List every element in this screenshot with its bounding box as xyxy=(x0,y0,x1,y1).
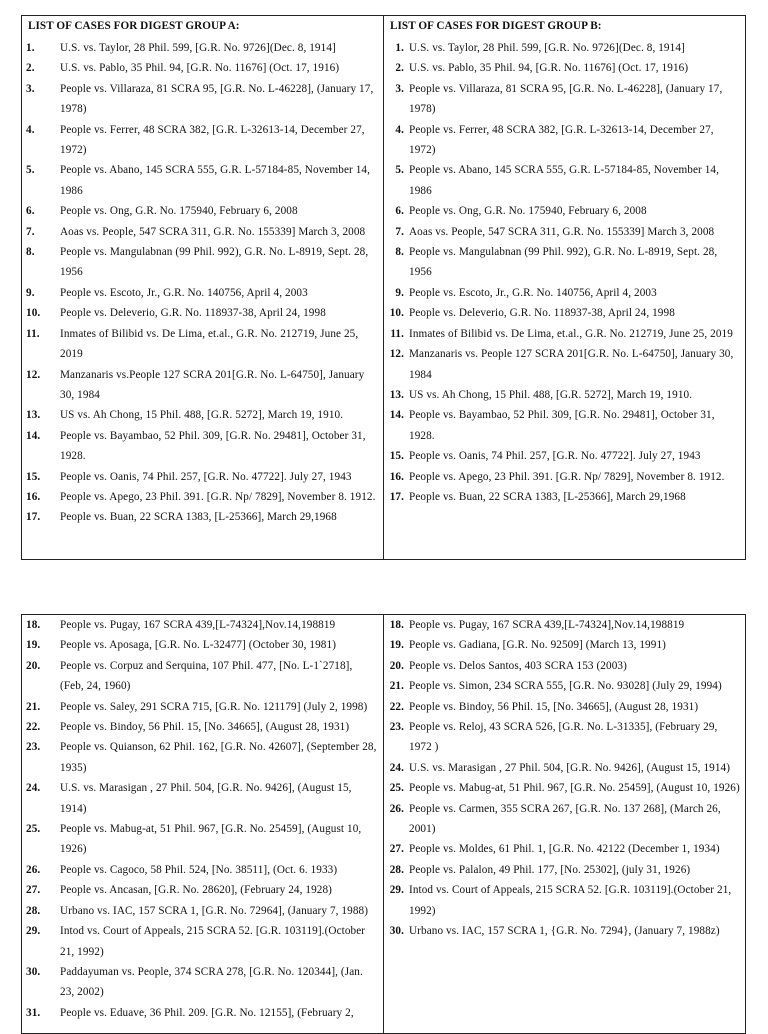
case-number: 29. xyxy=(389,884,404,897)
case-item xyxy=(26,778,379,819)
case-citation: People vs. Apego, 23 Phil. 391. [G.R. Np/ 7829], November 8. 1912. xyxy=(409,470,725,483)
case-citation: People vs. Villaraza, 81 SCRA 95, [G.R. No. L-46228], (January 17, 1978) xyxy=(409,82,723,116)
case-number: 3. xyxy=(26,82,35,95)
case-number: 17. xyxy=(26,511,41,524)
case-item xyxy=(388,303,741,323)
case-number: 21. xyxy=(26,700,41,713)
case-number: 7. xyxy=(26,225,35,238)
case-citation: Intod vs. Court of Appeals, 215 SCRA 52. [G.R. 103119].(October 21, 1992) xyxy=(409,884,732,917)
case-item xyxy=(26,405,379,425)
case-citation: People vs. Pugay, 167 SCRA 439,[L-74324],Nov.14,198819 xyxy=(60,619,336,631)
case-citation: People vs. Escoto, Jr., G.R. No. 140756, April 4, 2003 xyxy=(409,286,657,299)
case-number: 5. xyxy=(395,164,404,177)
case-number: 22. xyxy=(389,700,404,713)
case-number: 9. xyxy=(395,286,404,299)
case-citation: U.S. vs. Marasigan , 27 Phil. 504, [G.R. No. 9426], (August 15, 1914) xyxy=(60,782,352,815)
case-citation: People vs. Bayambao, 52 Phil. 309, [G.R. No. 29481], October 31, 1928. xyxy=(60,429,366,463)
case-citation: Paddayuman vs. People, 374 SCRA 278, [G.R. No. 120344], (Jan. 23, 2002) xyxy=(60,965,363,999)
case-number: 25. xyxy=(389,782,404,795)
case-citation: People vs. Aposaga, [G.R. No. L-32477] (October 30, 1981) xyxy=(60,639,337,652)
case-citation: U.S. vs. Pablo, 35 Phil. 94, [G.R. No. 11676] (Oct. 17, 1916) xyxy=(60,62,340,75)
case-number: 11. xyxy=(26,327,40,340)
case-citation: Inmates of Bilibid vs. De Lima, et.al., G.R. No. 212719, June 25, 2019 xyxy=(409,327,733,340)
case-citation: People vs. Pugay, 167 SCRA 439,[L-74324],Nov.14,198819 xyxy=(409,619,685,631)
case-item xyxy=(388,799,741,840)
case-number: 4. xyxy=(395,123,404,136)
case-number: 10. xyxy=(389,307,404,320)
case-citation: People vs. Eduave, 36 Phil. 209. [G.R. No. 12155], (February 2, xyxy=(60,1006,354,1019)
case-item xyxy=(26,222,379,242)
case-number: 12. xyxy=(26,368,41,381)
case-citation: People vs. Cagoco, 58 Phil. 524, [No. 38511], (Oct. 6. 1933) xyxy=(60,863,338,876)
case-item xyxy=(26,365,379,406)
case-citation: US vs. Ah Chong, 15 Phil. 488, [G.R. 5272], March 19, 1910. xyxy=(409,388,693,401)
case-number: 15. xyxy=(389,450,404,463)
group-b-header: LIST OF CASES FOR DIGEST GROUP B: xyxy=(390,20,602,32)
case-item xyxy=(388,758,741,778)
case-item xyxy=(26,242,379,283)
case-number: 26. xyxy=(389,802,404,815)
case-citation: Urbano vs. IAC, 157 SCRA 1, [G.R. No. 72964], (January 7, 1988) xyxy=(60,904,369,917)
case-item xyxy=(388,778,741,798)
case-number: 22. xyxy=(26,721,41,734)
case-number: 20. xyxy=(26,659,41,672)
case-citation: People vs. Buan, 22 SCRA 1383, [L-25366], March 29,1968 xyxy=(409,490,686,503)
case-item xyxy=(388,839,741,859)
case-citation: People vs. Reloj, 43 SCRA 526, [G.R. No. L-31335], (February 29, 1972 ) xyxy=(409,721,718,754)
case-citation: People vs. Oanis, 74 Phil. 257, [G.R. No. 47722]. July 27, 1943 xyxy=(60,470,352,483)
case-item xyxy=(26,737,379,778)
case-number: 11. xyxy=(390,327,404,340)
case-citation: People vs. Mabug-at, 51 Phil. 967, [G.R. No. 25459], (August 10, 1926) xyxy=(409,782,740,795)
case-number: 9. xyxy=(26,286,35,299)
case-item xyxy=(26,615,379,635)
case-number: 24. xyxy=(389,761,404,774)
case-number: 18. xyxy=(26,619,41,631)
case-item xyxy=(388,717,741,758)
case-number: 3. xyxy=(395,82,404,95)
case-number: 21. xyxy=(389,680,404,693)
case-citation: People vs. Buan, 22 SCRA 1383, [L-25366], March 29,1968 xyxy=(60,511,337,524)
case-citation: People vs. Bindoy, 56 Phil. 15, [No. 34665], (August 28, 1931) xyxy=(409,700,699,713)
case-number: 12. xyxy=(389,348,404,361)
case-number: 23. xyxy=(26,741,41,754)
case-number: 2. xyxy=(395,62,404,75)
case-item xyxy=(388,921,741,941)
case-citation: U.S. vs. Marasigan , 27 Phil. 504, [G.R. No. 9426], (August 15, 1914) xyxy=(409,761,731,774)
case-item xyxy=(388,487,741,507)
group-a-header: LIST OF CASES FOR DIGEST GROUP A: xyxy=(28,20,240,32)
case-citation: Inmates of Bilibid vs. De Lima, et.al., G.R. No. 212719, June 25, 2019 xyxy=(60,327,359,361)
case-item xyxy=(388,324,741,344)
case-item xyxy=(26,487,379,507)
case-citation: Manzanaris vs. People 127 SCRA 201[G.R. No. L-64750], January 30, 1984 xyxy=(409,348,734,381)
case-item xyxy=(388,860,741,880)
case-item xyxy=(388,283,741,303)
case-number: 20. xyxy=(389,659,404,672)
case-item xyxy=(388,344,741,385)
case-number: 27. xyxy=(26,884,41,897)
group-b-list xyxy=(388,38,741,507)
case-number: 4. xyxy=(26,123,35,136)
case-citation: US vs. Ah Chong, 15 Phil. 488, [G.R. 5272], March 19, 1910. xyxy=(60,409,344,422)
case-item xyxy=(388,120,741,161)
case-item xyxy=(26,324,379,365)
case-number: 16. xyxy=(26,490,41,503)
case-item xyxy=(26,880,379,900)
case-citation: People vs. Bayambao, 52 Phil. 309, [G.R. No. 29481], October 31, 1928. xyxy=(409,409,715,442)
case-citation: Aoas vs. People, 547 SCRA 311, G.R. No. 155339] March 3, 2008 xyxy=(409,225,715,238)
case-number: 7. xyxy=(395,225,404,238)
case-item xyxy=(388,676,741,696)
case-number: 13. xyxy=(389,388,404,401)
case-item xyxy=(388,697,741,717)
case-number: 13. xyxy=(26,409,41,422)
case-item xyxy=(388,38,741,58)
case-citation: People vs. Escoto, Jr., G.R. No. 140756, April 4, 2003 xyxy=(60,286,308,299)
case-item xyxy=(388,880,741,921)
case-citation: Manzanaris vs.People 127 SCRA 201[G.R. No. L-64750], January 30, 1984 xyxy=(60,368,365,401)
case-number: 23. xyxy=(389,721,404,734)
case-item xyxy=(26,283,379,303)
case-item xyxy=(388,58,741,78)
case-item xyxy=(388,201,741,221)
case-item xyxy=(26,303,379,323)
case-number: 19. xyxy=(26,639,41,652)
case-number: 19. xyxy=(389,639,404,652)
case-citation: People vs. Simon, 234 SCRA 555, [G.R. No. 93028] (July 29, 1994) xyxy=(409,680,722,693)
case-number: 18. xyxy=(389,619,404,631)
case-item xyxy=(26,79,379,120)
case-citation: People vs. Deleverio, G.R. No. 118937-38, April 24, 1998 xyxy=(409,307,675,320)
case-item xyxy=(26,656,379,697)
case-citation: Urbano vs. IAC, 157 SCRA 1, {G.R. No. 7294}, (January 7, 1988z) xyxy=(409,925,720,938)
case-item xyxy=(388,635,741,655)
case-item xyxy=(26,120,379,161)
case-item xyxy=(388,160,741,201)
case-item xyxy=(26,426,379,467)
case-number: 29. xyxy=(26,925,41,938)
case-item xyxy=(388,467,741,487)
case-item xyxy=(26,697,379,717)
case-number: 16. xyxy=(389,470,404,483)
case-citation: People vs. Palalon, 49 Phil. 177, [No. 25302], (july 31, 1926) xyxy=(409,863,691,876)
case-citation: Aoas vs. People, 547 SCRA 311, G.R. No. 155339] March 3, 2008 xyxy=(60,225,366,238)
case-number: 6. xyxy=(395,205,404,218)
case-citation: People vs. Delos Santos, 403 SCRA 153 (2003) xyxy=(409,659,627,672)
case-citation: People vs. Deleverio, G.R. No. 118937-38, April 24, 1998 xyxy=(60,307,326,320)
case-item xyxy=(26,507,379,527)
group-b-list-continued xyxy=(388,615,741,942)
case-citation: U.S. vs. Pablo, 35 Phil. 94, [G.R. No. 11676] (Oct. 17, 1916) xyxy=(409,62,689,75)
case-citation: People vs. Ferrer, 48 SCRA 382, [G.R. L-32613-14, December 27, 1972) xyxy=(60,123,365,157)
case-number: 8. xyxy=(395,246,404,259)
case-item xyxy=(26,160,379,201)
case-citation: People vs. Moldes, 61 Phil. 1, [G.R. No. 42122 (December 1, 1934) xyxy=(409,843,720,856)
case-number: 27. xyxy=(389,843,404,856)
case-citation: People vs. Carmen, 355 SCRA 267, [G.R. No. 137 268], (March 26, 2001) xyxy=(409,802,721,836)
group-b-column xyxy=(384,16,746,560)
case-citation: People vs. Corpuz and Serquina, 107 Phil. 477, [No. L-1`2718], (Feb, 24, 1960) xyxy=(60,659,353,693)
case-item xyxy=(26,38,379,58)
case-item xyxy=(26,901,379,921)
case-citation: People vs. Ong, G.R. No. 175940, February 6, 2008 xyxy=(409,205,647,218)
case-number: 6. xyxy=(26,205,35,218)
case-item xyxy=(26,635,379,655)
case-citation: People vs. Mangulabnan (99 Phil. 992), G.R. No. L-8919, Sept. 28, 1956 xyxy=(409,246,718,279)
case-citation: Intod vs. Court of Appeals, 215 SCRA 52. [G.R. 103119].(October 21, 1992) xyxy=(60,925,366,958)
case-item xyxy=(26,921,379,962)
case-item xyxy=(388,446,741,466)
case-number: 5. xyxy=(26,164,35,177)
case-citation: People vs. Quianson, 62 Phil. 162, [G.R. No. 42607], (September 28, 1935) xyxy=(60,741,377,774)
case-citation: People vs. Mabug-at, 51 Phil. 967, [G.R. No. 25459], (August 10, 1926) xyxy=(60,823,362,856)
cases-table-part-2 xyxy=(21,614,746,1034)
case-number: 2. xyxy=(26,62,35,75)
case-item xyxy=(26,467,379,487)
case-number: 30. xyxy=(26,965,41,978)
group-a-list xyxy=(26,38,379,528)
group-a-column xyxy=(22,16,384,560)
case-citation: People vs. Ancasan, [G.R. No. 28620], (February 24, 1928) xyxy=(60,884,332,897)
case-number: 14. xyxy=(26,429,41,442)
case-item xyxy=(388,242,741,283)
case-citation: People vs. Oanis, 74 Phil. 257, [G.R. No. 47722]. July 27, 1943 xyxy=(409,450,701,463)
case-number: 1. xyxy=(395,42,404,54)
case-item xyxy=(388,615,741,635)
case-item xyxy=(26,962,379,1003)
case-citation: People vs. Mangulabnan (99 Phil. 992), G.R. No. L-8919, Sept. 28, 1956 xyxy=(60,246,369,279)
case-number: 17. xyxy=(389,490,404,503)
case-item xyxy=(26,819,379,860)
case-number: 24. xyxy=(26,782,41,795)
case-citation: People vs. Ong, G.R. No. 175940, February 6, 2008 xyxy=(60,205,298,218)
case-item xyxy=(26,58,379,78)
case-citation: People vs. Villaraza, 81 SCRA 95, [G.R. No. L-46228], (January 17, 1978) xyxy=(60,82,374,116)
case-number: 31. xyxy=(26,1006,41,1019)
group-b-column-continued xyxy=(384,615,746,1034)
case-citation: People vs. Abano, 145 SCRA 555, G.R. L-57184-85, November 14, 1986 xyxy=(60,164,371,197)
case-item xyxy=(388,79,741,120)
case-item xyxy=(26,717,379,737)
case-number: 30. xyxy=(389,925,404,938)
group-a-list-continued xyxy=(26,615,379,1023)
case-item xyxy=(26,201,379,221)
case-number: 8. xyxy=(26,246,35,259)
case-citation: People vs. Gadiana, [G.R. No. 92509] (March 13, 1991) xyxy=(409,639,666,652)
case-item xyxy=(26,1003,379,1023)
case-number: 28. xyxy=(389,863,404,876)
case-citation: People vs. Ferrer, 48 SCRA 382, [G.R. L-32613-14, December 27, 1972) xyxy=(409,123,714,157)
case-citation: People vs. Bindoy, 56 Phil. 15, [No. 34665], (August 28, 1931) xyxy=(60,721,350,734)
case-citation: People vs. Apego, 23 Phil. 391. [G.R. Np/ 7829], November 8. 1912. xyxy=(60,490,376,503)
case-item xyxy=(388,385,741,405)
case-citation: U.S. vs. Taylor, 28 Phil. 599, [G.R. No. 9726](Dec. 8, 1914] xyxy=(60,42,336,54)
case-item xyxy=(26,860,379,880)
case-item xyxy=(388,405,741,446)
case-number: 25. xyxy=(26,823,41,836)
case-citation: People vs. Abano, 145 SCRA 555, G.R. L-57184-85, November 14, 1986 xyxy=(409,164,720,197)
case-item xyxy=(388,656,741,676)
case-number: 14. xyxy=(389,409,404,422)
case-item xyxy=(388,222,741,242)
case-number: 26. xyxy=(26,863,41,876)
case-number: 1. xyxy=(26,42,35,54)
case-number: 15. xyxy=(26,470,41,483)
case-number: 10. xyxy=(26,307,41,320)
cases-table-part-1 xyxy=(21,15,746,560)
case-citation: People vs. Saley, 291 SCRA 715, [G.R. No. 121179] (July 2, 1998) xyxy=(60,700,368,713)
group-a-column-continued xyxy=(22,615,384,1034)
case-citation: U.S. vs. Taylor, 28 Phil. 599, [G.R. No. 9726](Dec. 8, 1914] xyxy=(409,42,685,54)
case-number: 28. xyxy=(26,904,41,917)
